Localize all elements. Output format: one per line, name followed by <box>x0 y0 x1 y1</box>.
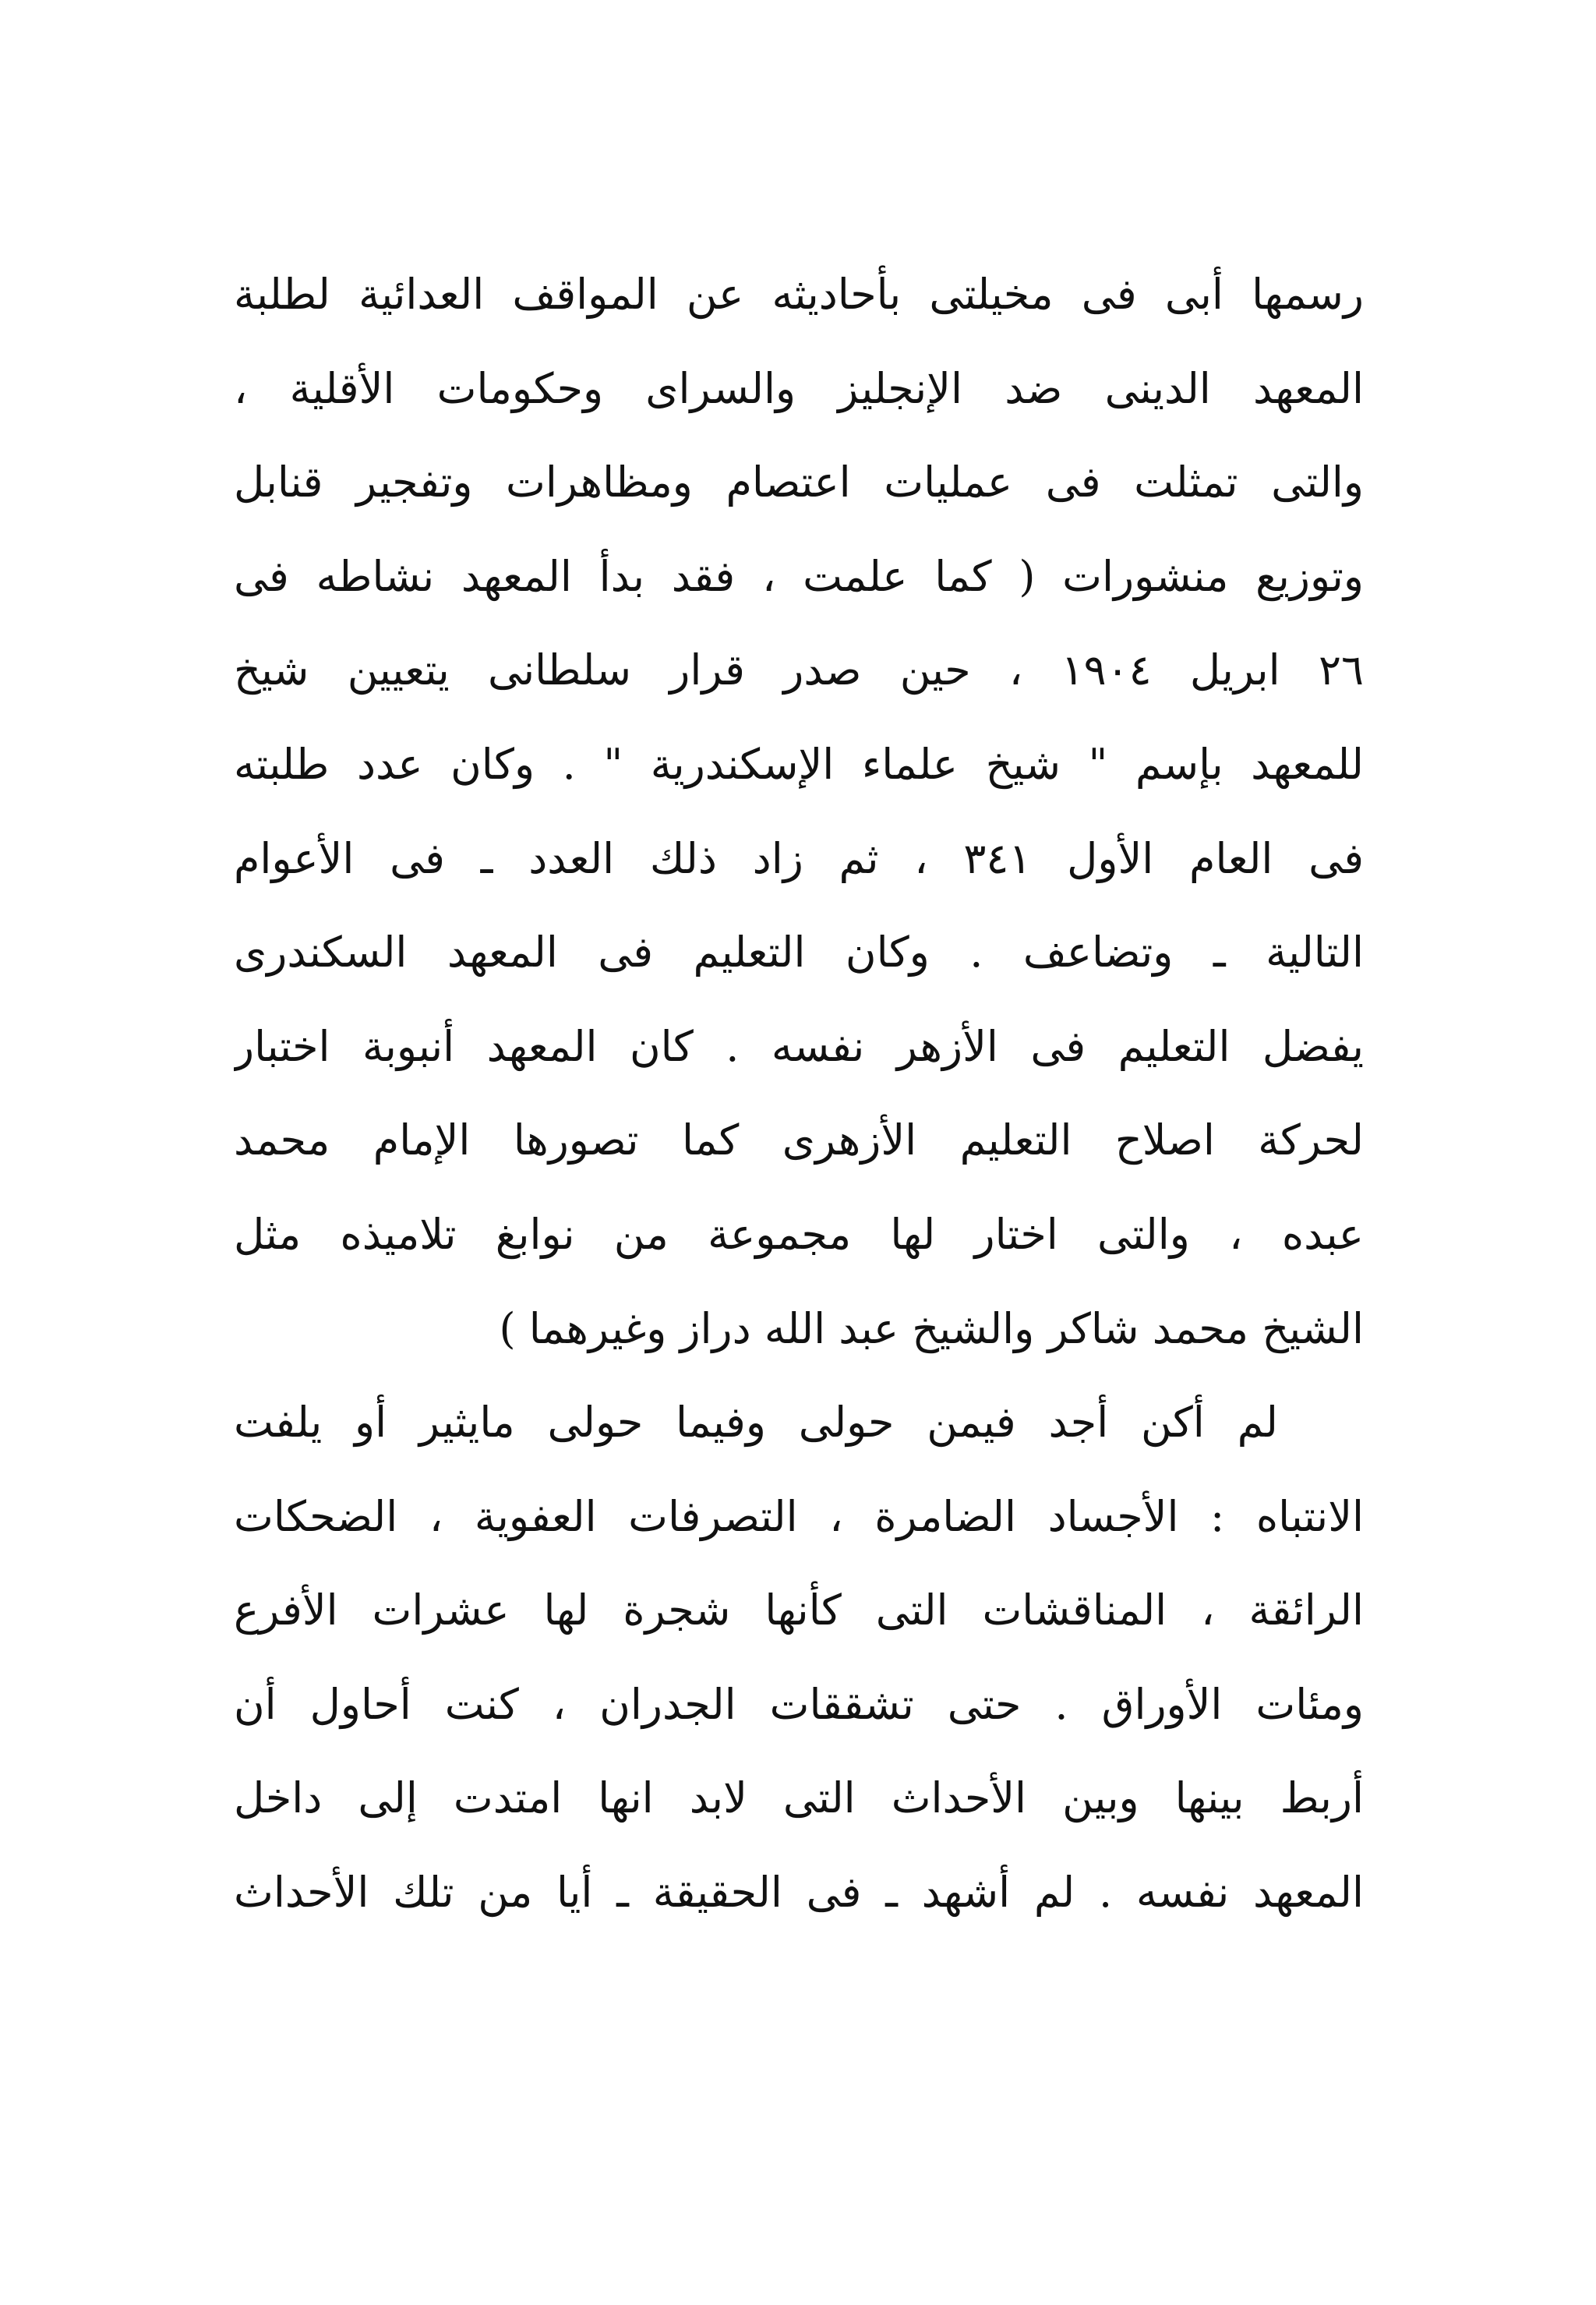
text-line: رسمها أبى فى مخيلتى بأحاديثه عن المواقف العدائية لطلبة <box>234 270 1364 319</box>
text-line: عبده ، والتى اختار لها مجموعة من نوابغ تلاميذه مثل <box>234 1209 1364 1259</box>
text-line: يفضل التعليم فى الأزهر نفسه . كان المعهد أنبوبة اختبار <box>234 1021 1364 1071</box>
text-line: وتوزيع منشورات ( كما علمت ، فقد بدأ المعهد نشاطه فى <box>234 551 1364 601</box>
text-line: الانتباه : الأجساد الضامرة ، التصرفات العفوية ، الضحكات <box>234 1491 1364 1541</box>
text-line: المعهد نفسه . لم أشهد ـ فى الحقيقة ـ أيا من تلك الأحداث <box>234 1867 1364 1917</box>
text-line: الرائقة ، المناقشات التى كأنها شجرة لها عشرات الأفرع <box>234 1586 1364 1635</box>
text-line: لم أكن أجد فيمن حولى وفيما حولى مايثير أو يلفت <box>234 1398 1278 1447</box>
text-line: الشيخ محمد شاكر والشيخ عبد الله دراز وغيرهما ) <box>499 1303 1364 1353</box>
text-line: ومئات الأوراق . حتى تشققات الجدران ، كنت أحاول أن <box>234 1679 1364 1729</box>
text-line: التالية ـ وتضاعف . وكان التعليم فى المعهد السكندرى <box>234 928 1364 978</box>
paragraph-1 <box>234 248 1364 1376</box>
text-line: لحركة اصلاح التعليم الأزهرى كما تصورها الإمام محمد <box>234 1115 1364 1165</box>
paragraph-2 <box>234 1376 1364 1940</box>
text-line: للمعهد بإسم " شيخ علماء الإسكندرية " . وكان عدد طلبته <box>234 739 1364 789</box>
text-line: والتى تمثلت فى عمليات اعتصام ومظاهرات وتفجير قنابل <box>234 458 1364 507</box>
text-line: المعهد الدينى ضد الإنجليز والسراى وحكومات الأقلية ، <box>234 363 1364 413</box>
text-line: أربط بينها وبين الأحداث التى لابد انها امتدت إلى داخل <box>234 1773 1364 1823</box>
text-line: فى العام الأول ٣٤١ ، ثم زاد ذلك العدد ـ فى الأعوام <box>234 833 1364 883</box>
text-line: ٢٦ ابريل ١٩٠٤ ، حين صدر قرار سلطانى يتعيين شيخ <box>234 645 1364 695</box>
